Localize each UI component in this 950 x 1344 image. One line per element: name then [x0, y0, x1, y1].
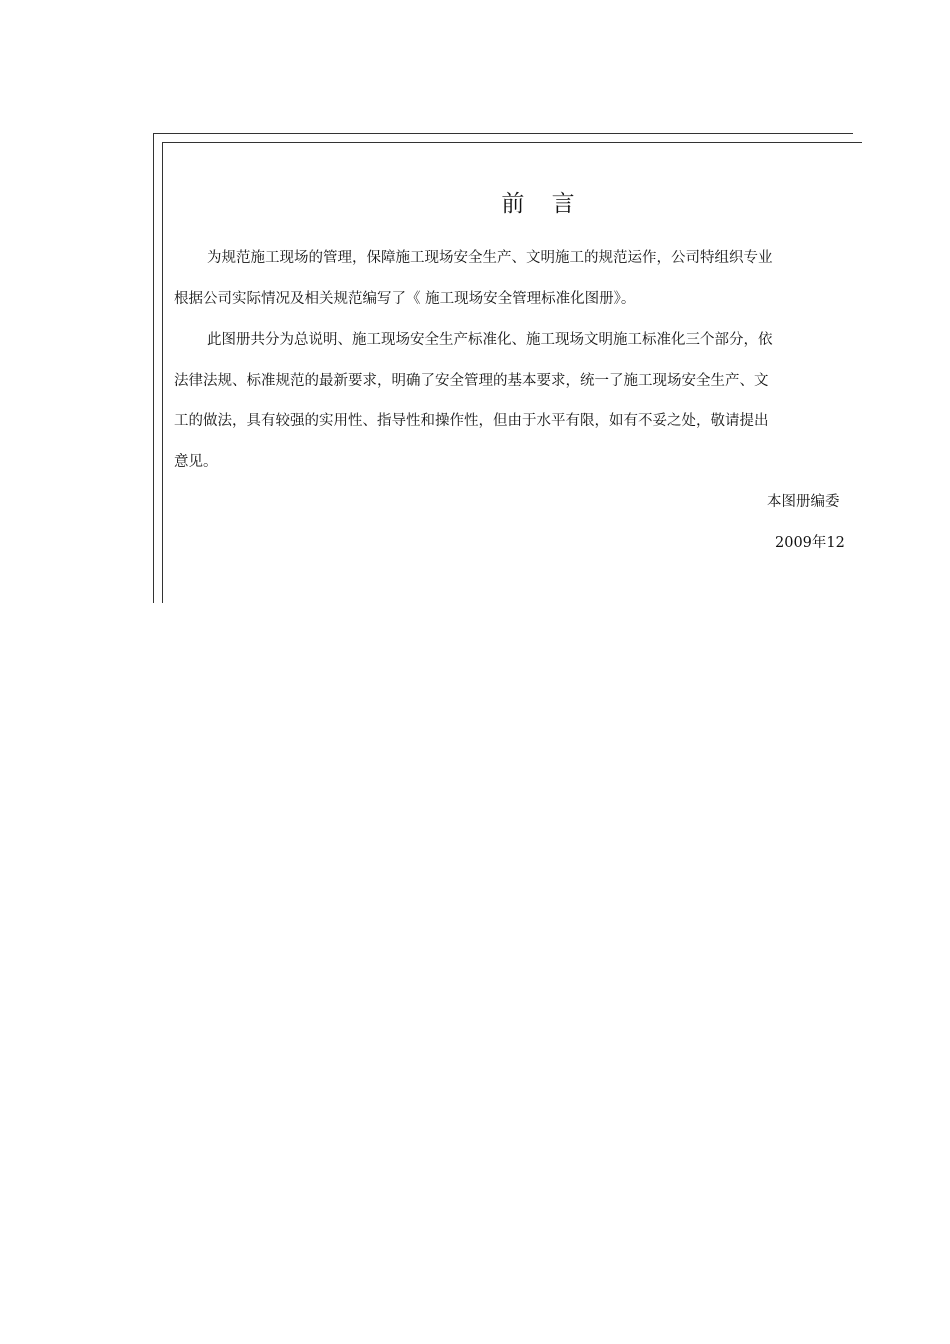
paragraph-2-line-2: 法律法规、标准规范的最新要求，明确了安全管理的基本要求，统一了施工现场安全生产、文	[174, 373, 769, 389]
date: 2009年12	[775, 535, 845, 551]
paragraph-2-line-3: 工的做法，具有较强的实用性、指导性和操作性，但由于水平有限，如有不妥之处，敬请提出	[174, 413, 769, 429]
paragraph-2-line-4: 意见。	[174, 454, 218, 470]
paragraph-1-line-2: 根据公司实际情况及相关规范编写了《 施工现场安全管理标准化图册》。	[174, 291, 636, 307]
document-title: 前 言	[501, 191, 585, 217]
paragraph-1-line-1: 为规范施工现场的管理，保障施工现场安全生产、文明施工的规范运作，公司特组织专业	[207, 250, 773, 266]
document-content	[163, 143, 845, 603]
paragraph-2-line-1: 此图册共分为总说明、施工现场安全生产标准化、施工现场文明施工标准化三个部分，依	[207, 332, 773, 348]
signature: 本图册编委	[767, 494, 840, 510]
